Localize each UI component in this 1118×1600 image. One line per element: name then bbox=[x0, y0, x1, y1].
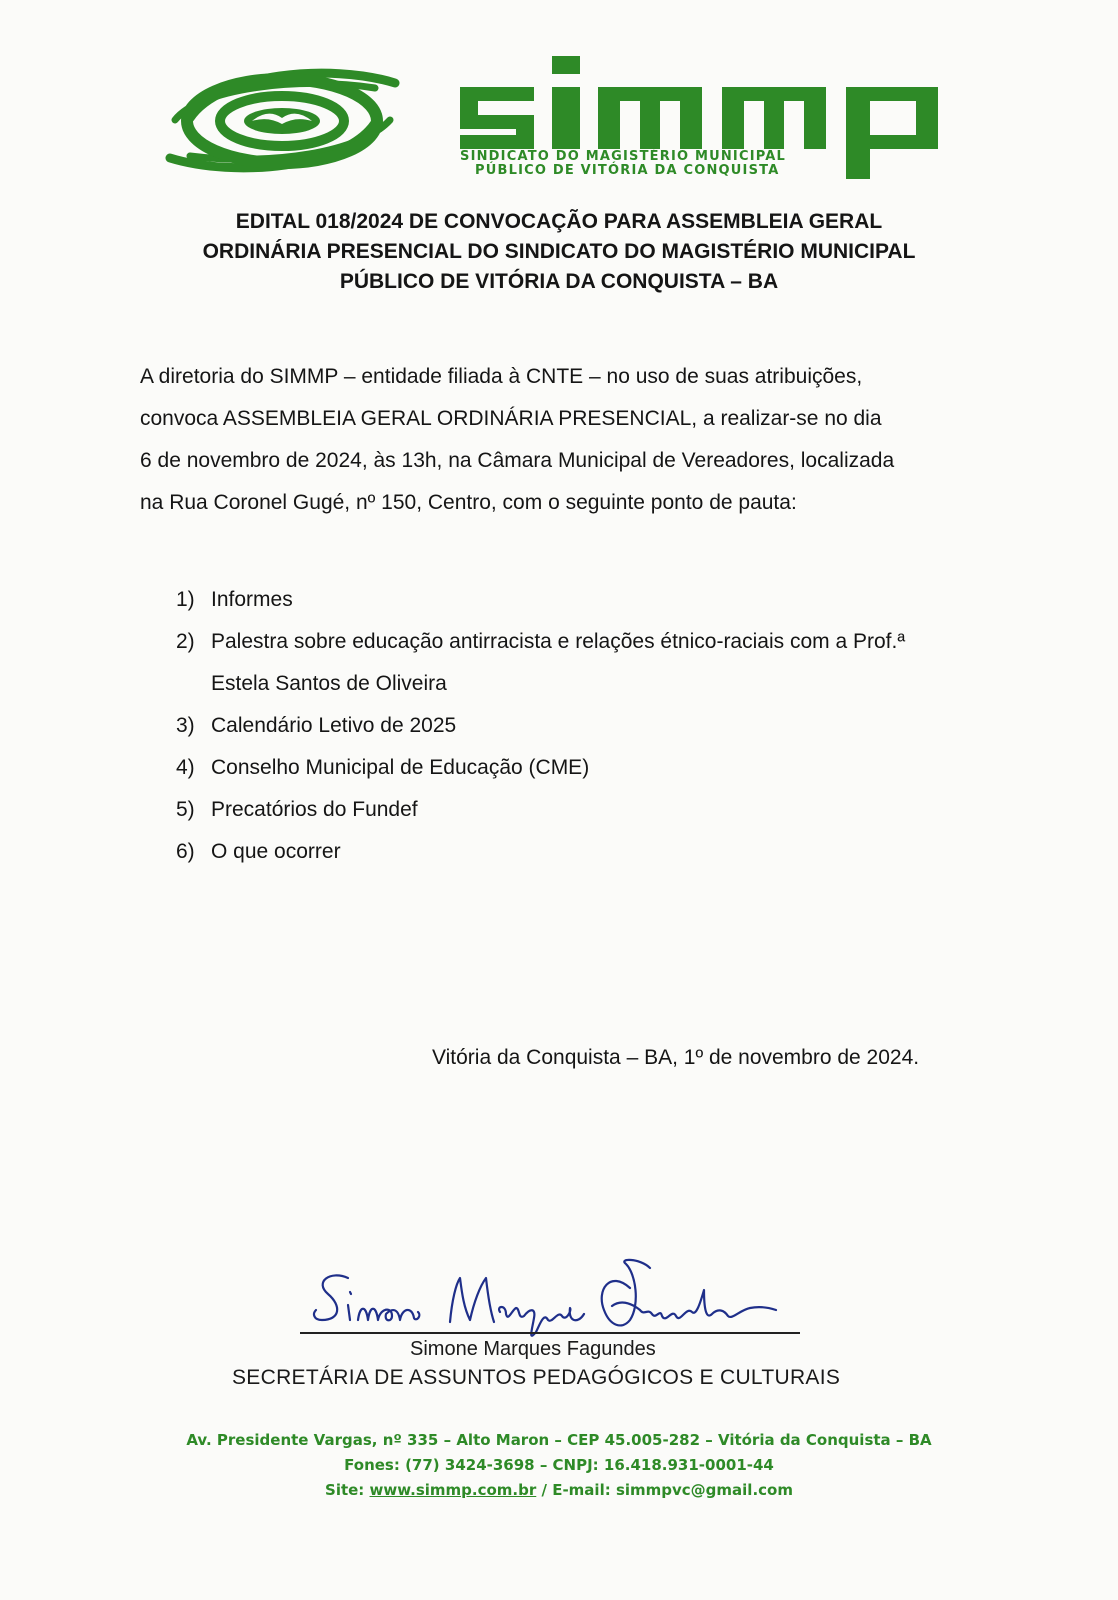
paragraph-line4: na Rua Coronel Gugé, nº 150, Centro, com o seguinte ponto de pauta: bbox=[140, 491, 797, 514]
agenda-item-number: 2) bbox=[176, 630, 195, 653]
logo-subtitle bbox=[460, 150, 900, 178]
handwritten-signature bbox=[300, 1250, 820, 1350]
agenda-item-2-continuation: Estela Santos de Oliveira bbox=[211, 672, 447, 695]
agenda-item-text: O que ocorrer bbox=[211, 840, 341, 863]
paragraph-line3: 6 de novembro de 2024, às 13h, na Câmara Municipal de Vereadores, localizada bbox=[140, 449, 895, 472]
agenda-item-text: Precatórios do Fundef bbox=[211, 798, 418, 821]
agenda-item-2 bbox=[176, 621, 905, 663]
agenda-item-4 bbox=[176, 747, 589, 789]
simmp-logo-emblem bbox=[160, 58, 405, 183]
footer-contact bbox=[140, 1428, 978, 1503]
agenda-item-6 bbox=[176, 831, 341, 873]
email-label: / E-mail: bbox=[536, 1481, 616, 1499]
logo-subtitle-line2: PÚBLICO DE VITÓRIA DA CONQUISTA bbox=[475, 163, 780, 178]
convocation-paragraph bbox=[140, 356, 990, 524]
document-title bbox=[140, 207, 978, 297]
agenda-item-number: 3) bbox=[176, 714, 195, 737]
logo-subtitle-line1: SINDICATO DO MAGISTÉRIO MUNICIPAL bbox=[460, 149, 787, 164]
title-line2: ORDINÁRIA PRESENCIAL DO SINDICATO DO MAGISTÉRIO MUNICIPAL bbox=[202, 240, 916, 263]
footer-address: Av. Presidente Vargas, nº 335 – Alto Maron – CEP 45.005-282 – Vitória da Conquista – BA bbox=[186, 1431, 932, 1449]
agenda-item-number: 6) bbox=[176, 840, 195, 863]
title-line1: EDITAL 018/2024 DE CONVOCAÇÃO PARA ASSEMBLEIA GERAL bbox=[235, 210, 883, 233]
signatory-name: Simone Marques Fagundes bbox=[410, 1338, 656, 1360]
title-line3: PÚBLICO DE VITÓRIA DA CONQUISTA – BA bbox=[339, 270, 779, 293]
signatory-role: SECRETÁRIA DE ASSUNTOS PEDAGÓGICOS E CULTURAIS bbox=[232, 1366, 841, 1389]
footer-web bbox=[140, 1478, 978, 1503]
footer-phones: Fones: (77) 3424-3698 – CNPJ: 16.418.931-0001-44 bbox=[344, 1456, 774, 1474]
agenda-item-1 bbox=[176, 579, 293, 621]
agenda-item-text: Conselho Municipal de Educação (CME) bbox=[211, 756, 590, 779]
site-link[interactable]: www.simmp.com.br bbox=[369, 1481, 537, 1499]
agenda-item-number: 4) bbox=[176, 756, 195, 779]
paragraph-line2: convoca ASSEMBLEIA GERAL ORDINÁRIA PRESENCIAL, a realizar-se no dia bbox=[140, 407, 882, 430]
agenda-item-text: Palestra sobre educação antirracista e relações étnico-raciais com a Prof.ª bbox=[211, 630, 906, 653]
email-link[interactable]: simmpvc@gmail.com bbox=[615, 1481, 793, 1499]
agenda-item-5 bbox=[176, 789, 418, 831]
agenda-item-number: 1) bbox=[176, 588, 195, 611]
paragraph-line1: A diretoria do SIMMP – entidade filiada à CNTE – no uso de suas atribuições, bbox=[140, 365, 863, 388]
agenda-item-number: 5) bbox=[176, 798, 195, 821]
agenda-item-text: Calendário Letivo de 2025 bbox=[211, 714, 457, 737]
agenda-item-text: Informes bbox=[211, 588, 293, 611]
date-location-line: Vitória da Conquista – BA, 1º de novembro de 2024. bbox=[432, 1046, 920, 1069]
agenda-item-3 bbox=[176, 705, 456, 747]
site-label: Site: bbox=[325, 1481, 370, 1499]
signature-line bbox=[300, 1332, 800, 1334]
